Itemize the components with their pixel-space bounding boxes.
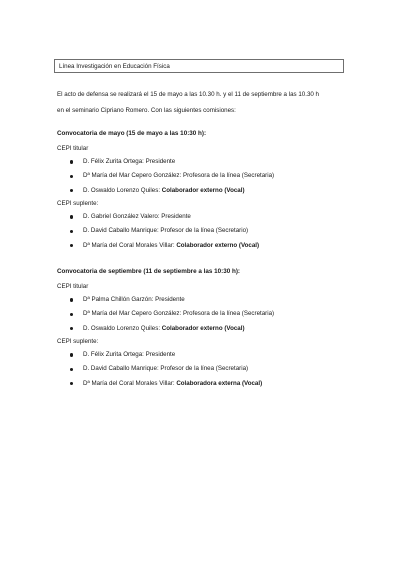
september-suplente-list <box>57 348 262 391</box>
intro-line-1: El acto de defensa se realizará el 15 de mayo a las 10.30 h. y el 11 de septiembre a las 10.30 h <box>57 91 319 98</box>
committee-member-item <box>57 307 274 321</box>
member-name: D. Oswaldo Lorenzo Quiles: <box>83 186 162 194</box>
committee-member-item <box>57 322 274 336</box>
member-name: Dª María del Mar Cepero González: <box>83 310 183 318</box>
committee-member-item <box>57 348 262 362</box>
may-titular-label: CEPI titular <box>57 145 89 152</box>
committee-member-item <box>57 184 274 198</box>
member-role: Presidente <box>161 213 191 220</box>
september-titular-list <box>57 293 274 336</box>
member-name: D. David Caballo Manrique: <box>83 365 161 373</box>
committee-member-item <box>57 377 262 391</box>
member-name: Dª Palma Chillón Garzón: <box>83 296 156 303</box>
member-role: Colaboradora externa (Vocal) <box>176 379 263 387</box>
document-header-box <box>54 59 344 73</box>
committee-member-item <box>57 210 259 224</box>
member-role: Presidente <box>145 158 176 165</box>
document-header-title: Línea Investigación en Educación Física <box>59 63 170 70</box>
member-role: Profesora de la línea (Secretaria) <box>182 310 275 318</box>
intro-line-2: en el seminario Cipriano Romero. Con las siguientes comisiones: <box>57 107 236 114</box>
member-role: Presidente <box>145 351 176 358</box>
member-role: Presidente <box>155 296 185 303</box>
member-name: D. Oswaldo Lorenzo Quiles: <box>83 324 162 332</box>
member-name: D. David Caballo Manrique: <box>83 227 161 235</box>
committee-member-item <box>57 169 274 183</box>
september-titular-label: CEPI titular <box>57 283 89 290</box>
may-suplente-label: CEPI suplente: <box>57 200 99 207</box>
september-session-title: Convocatoria de septiembre (11 de septiembre a las 10:30 h): <box>57 268 241 275</box>
intro-paragraph <box>57 87 347 119</box>
may-suplente-list <box>57 210 259 253</box>
member-role: Colaborador externo (Vocal) <box>161 186 245 194</box>
member-role: Colaborador externo (Vocal) <box>176 241 260 249</box>
member-role: Profesor de la línea (Secretaria) <box>160 365 249 373</box>
may-titular-list <box>57 155 274 198</box>
member-name: Dª María del Coral Morales Villar: <box>83 241 177 249</box>
september-suplente-label: CEPI suplente: <box>57 338 99 345</box>
member-role: Profesora de la línea (Secretaria) <box>182 172 275 180</box>
member-role: Profesor de la línea (Secretario) <box>160 227 249 235</box>
committee-member-item <box>57 293 274 307</box>
member-name: D. Gabriel González Valero: <box>83 213 162 220</box>
member-name: D. Félix Zurita Ortega: <box>83 158 146 165</box>
committee-member-item <box>57 362 262 376</box>
may-session-title: Convocatoria de mayo (15 de mayo a las 10:30 h): <box>57 130 207 137</box>
committee-member-item <box>57 239 259 253</box>
member-role: Colaborador externo (Vocal) <box>161 324 245 332</box>
member-name: Dª María del Coral Morales Villar: <box>83 379 177 387</box>
committee-member-item <box>57 224 259 238</box>
member-name: D. Félix Zurita Ortega: <box>83 351 146 358</box>
committee-member-item <box>57 155 274 169</box>
member-name: Dª María del Mar Cepero González: <box>83 172 183 180</box>
